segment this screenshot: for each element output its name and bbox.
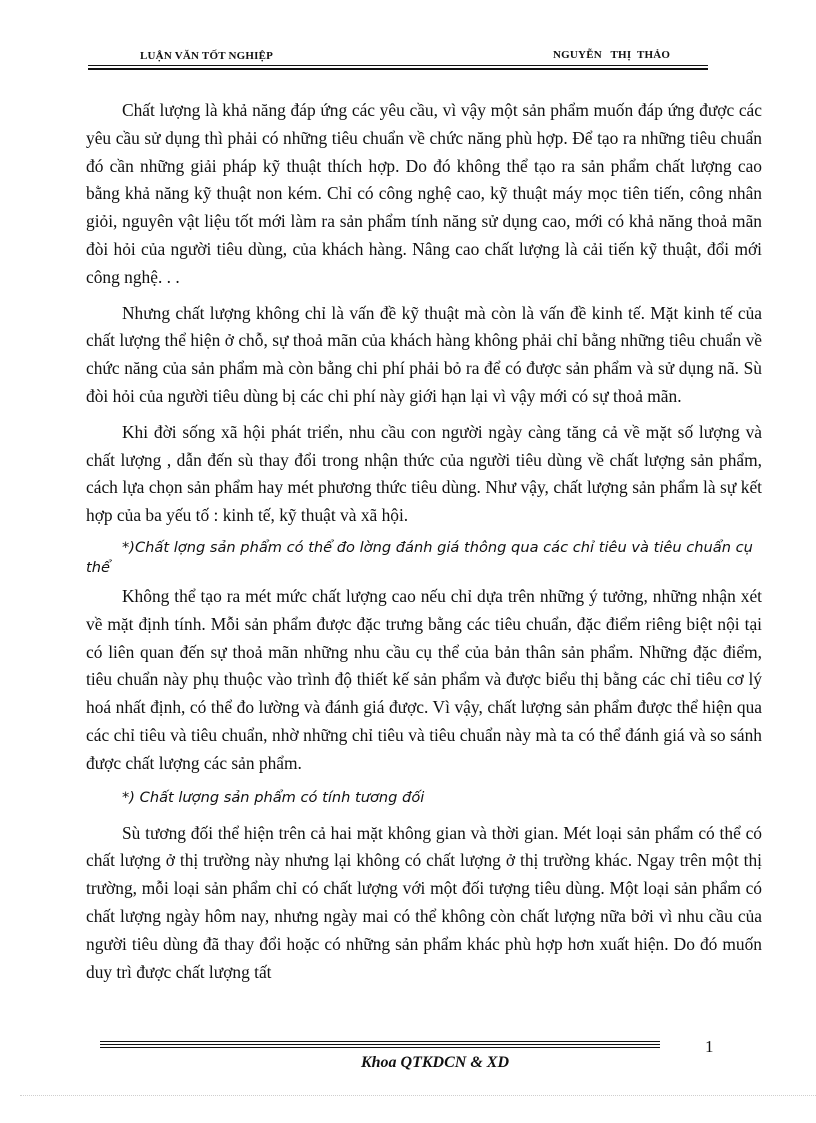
page-bottom-divider xyxy=(20,1095,816,1096)
footer-rule-3 xyxy=(100,1047,660,1048)
header-author-name: NGUYỄN THỊ THẢO xyxy=(553,49,671,61)
page-number: 1 xyxy=(705,1037,714,1056)
paragraph-5: Sù tương đối thể hiện trên cả hai mặt không gian và thời gian. Mét loại sản phẩm có thể có chất lượng ở thị trường này nhưng lại không có chất lượng ở thị trường khác. Ngay trên một thị trường, mỗi loại sản phẩm chỉ có chất lượng với một đối tượng tiêu dùng. Một loại sản phẩm có chất lượng ngày hôm nay, nhưng ngày mai có thể không còn chất lượng nữa bởi vì nhu cầu của người tiêu dùng đã thay đổi hoặc có những sản phẩm khác phù hợp hơn xuất hiện. Do đó muốn duy trì được chất lượng tất xyxy=(86,822,762,982)
footer-department: Khoa QTKDCN & XD xyxy=(360,1054,510,1071)
paragraph-2: Nhưng chất lượng không chỉ là vấn đề kỹ thuật mà còn là vấn đề kinh tế. Mặt kinh tế của chất lượng thể hiện ở chỗ, sự thoả mãn của khách hàng không phải chỉ bằng những tiêu chuẩn về chức năng của sản phẩm mà còn bằng chi phí phải bỏ ra để có được sản phẩm và sử dụng nã. Sù đòi hỏi của người tiêu dùng bị các chi phí này giới hạn lại vì vậy mới có sự thoả mãn. xyxy=(86,302,762,406)
header-thesis-title: LUẬN VĂN TỐT NGHIỆP xyxy=(140,50,274,62)
section-heading-measurable: *)Chất lợng sản phẩm có thể đo lờng đánh giá thông qua các chỉ tiêu và tiêu chuẩn cụ thể xyxy=(86,538,753,576)
footer-rule-1 xyxy=(100,1041,660,1042)
section-heading-relative: *) Chất lượng sản phẩm có tính tương đối xyxy=(122,788,425,806)
header-rule-thin xyxy=(88,65,708,66)
paragraph-3: Khi đời sống xã hội phát triển, nhu cầu con người ngày càng tăng cả về mặt số lượng và chất lượng , dẫn đến sù thay đổi trong nhận thức của người tiêu dùng về chất lượng sản phẩm, cách lựa chọn sản phẩm hay mét phương thức tiêu dùng. Như vậy, chất lượng sản phẩm là sự kết hợp của ba yếu tố : kinh tế, kỹ thuật và xã hội. xyxy=(86,421,762,526)
footer-rule-2 xyxy=(100,1044,660,1045)
paragraph-4: Không thể tạo ra mét mức chất lượng cao nếu chỉ dựa trên những ý tưởng, những nhận xét về mặt định tính. Mỗi sản phẩm được đặc trưng bằng các tiêu chuẩn, đặc điểm riêng biệt nội tại có liên quan đến sự thoả mãn những nhu cầu cụ thể của bản thân sản phẩm. Những đặc điểm, tiêu chuẩn này phụ thuộc vào trình độ thiết kế sản phẩm và được biểu thị bằng các chỉ tiêu cơ lý hoá nhất định, có thể đo lường và đánh giá được. Vì vậy, chất lượng sản phẩm được thể hiện qua các chỉ tiêu và tiêu chuẩn, nhờ những chỉ tiêu và tiêu chuẩn này mà ta có thể đánh giá và so sánh được chất lượng các sản phẩm. xyxy=(86,585,762,773)
header-rule-thick xyxy=(88,68,708,70)
page-body xyxy=(86,97,762,994)
paragraph-1: Chất lượng là khả năng đáp ứng các yêu cầu, vì vậy một sản phẩm muốn đáp ứng được các yêu cầu sử dụng thì phải có những tiêu chuẩn về chức năng phù hợp. Để tạo ra những tiêu chuẩn đó cần những giải pháp kỹ thuật thích hợp. Do đó không thể tạo ra sản phẩm chất lượng cao bằng khả năng kỹ thuật non kém. Chỉ có công nghệ cao, kỹ thuật máy mọc tiên tiến, công nhân giỏi, nguyên vật liệu tốt mới làm ra sản phẩm tính năng sử dụng cao, mới có khả năng thoả mãn đòi hỏi của người tiêu dùng, của khách hàng. Nâng cao chất lượng là cải tiến kỹ thuật, đổi mới công nghệ. . . xyxy=(86,100,762,287)
